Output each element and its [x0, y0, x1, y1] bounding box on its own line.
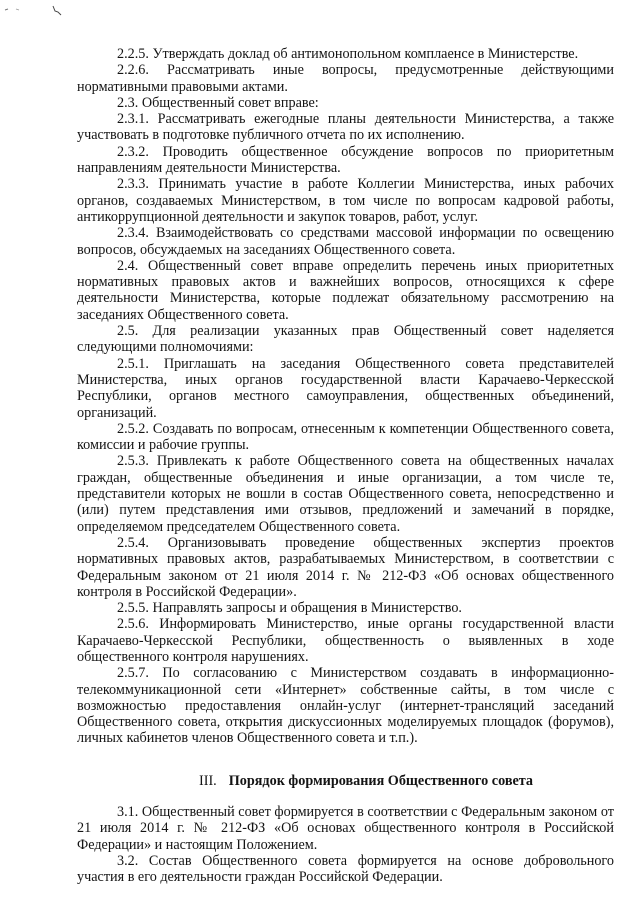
paragraph-2-3-4: 2.3.4. Взаимодействовать со средствами массовой информации по освещению вопросов, обсуждаемых на заседаниях Общественного совета. — [77, 225, 614, 258]
paragraph-2-5-3: 2.5.3. Привлекать к работе Общественного совета на общественных началах граждан, общественные объединения и иные организации, а том числе те, представители которых не вошли в состав Общественного совета, непосредственно и (или) путем представления ими отзывов, предложений и замечаний в порядке, определяемом председателем Общественного совета. — [77, 453, 614, 535]
paragraph-2-3: 2.3. Общественный совет вправе: — [117, 94, 319, 111]
paragraph-2-3-1: 2.3.1. Рассматривать ежегодные планы деятельности Министерства, а также участвовать в подготовке публичного отчета по их исполнению. — [77, 111, 614, 144]
paragraph-2-5-7: 2.5.7. По согласованию с Министерством создавать в информационно-телекоммуникационной сети «Интернет» собственные сайты, в том числе с возможностью предоставления онлайн-услуг (интернет-трансляций заседаний Общественного совета, открытия дискуссионных моделируемых площадок (форумов), личных кабинетов членов Общественного совета и т.п.). — [77, 665, 614, 747]
document-body — [77, 46, 614, 886]
paragraph-2-5-5: 2.5.5. Направлять запросы и обращения в Министерство. — [117, 600, 462, 617]
paragraph-2-4: 2.4. Общественный совет вправе определить перечень иных приоритетных нормативных правовых актов и важнейших вопросов, относящихся к сфере деятельности Министерства, которые подлежат обязательному рассмотрению на заседаниях Общественного совета. — [77, 257, 614, 323]
paragraph-2-3-3: 2.3.3. Принимать участие в работе Коллегии Министерства, иных рабочих органов, создаваемых Министерством, в том числе по вопросам кадровой работы, антикоррупционной деятельности и закупок товаров, работ, услуг. — [77, 176, 614, 225]
section-number: III. — [199, 772, 217, 789]
paragraph-2-2-5: 2.2.5. Утверждать доклад об антимонопольном комплаенсе в Министерстве. — [117, 46, 579, 62]
section-heading — [77, 773, 614, 789]
paragraph-2-2-6: 2.2.6. Рассматривать иные вопросы, предусмотренные действующими нормативными правовыми актами. — [77, 62, 614, 95]
paragraph-2-5: 2.5. Для реализации указанных прав Общественный совет наделяется следующими полномочиями: — [77, 323, 614, 356]
paragraph-2-5-6: 2.5.6. Информировать Министерство, иные органы государственной власти Карачаево-Черкесской Республики, общественность о выявленных в ходе общественного контроля нарушениях. — [77, 616, 614, 665]
paragraph-2-5-1: 2.5.1. Приглашать на заседания Общественного совета представителей Министерства, иных органов государственной власти Карачаево-Черкесской Республики, органов местного самоуправления, общественных объединений, организаций. — [77, 355, 614, 421]
section-title-text: Порядок формирования Общественного совета — [228, 772, 534, 789]
paragraph-3-2: 3.2. Состав Общественного совета формируется на основе добровольного участия в его деятельности граждан Российской Федерации. — [77, 852, 614, 886]
paragraph-2-3-2: 2.3.2. Проводить общественное обсуждение вопросов по приоритетным направлениям деятельности Министерства. — [77, 143, 614, 177]
paragraph-2-5-2: 2.5.2. Создавать по вопросам, отнесенным к компетенции Общественного совета, комиссии и рабочие группы. — [77, 420, 614, 454]
paragraph-2-5-4: 2.5.4. Организовывать проведение общественных экспертиз проектов нормативных правовых актов, разрабатываемых Министерством, в соответствии с Федеральным законом от 21 июля 2014 г. № 212-ФЗ «Об основах общественного контроля в Российской Федерации». — [77, 534, 614, 600]
scan-artifact-mark — [3, 4, 71, 16]
paragraph-3-1: 3.1. Общественный совет формируется в соответствии с Федеральным законом от 21 июля 2014 г. № 212-ФЗ «Об основах общественного контроля в Российской Федерации» и настоящим Положением. — [77, 804, 614, 853]
